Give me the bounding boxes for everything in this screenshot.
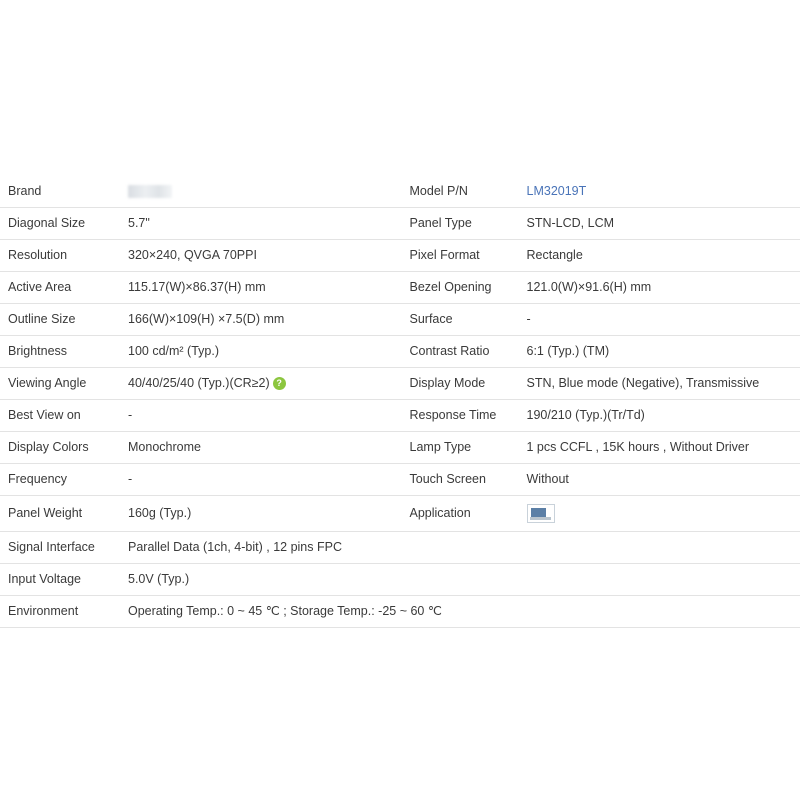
row-value-2: 1 pcs CCFL , 15K hours , Without Driver: [526, 440, 750, 454]
row-label: Active Area: [8, 280, 72, 294]
row-label-2: Application: [409, 506, 471, 520]
row-label-2: Surface: [409, 312, 453, 326]
row-label: Panel Weight: [8, 506, 83, 520]
row-label: Display Colors: [8, 440, 89, 454]
row-value: -: [128, 472, 133, 486]
row-value: Monochrome: [128, 440, 201, 454]
spec-table-body: [0, 176, 800, 628]
row-label: Environment: [8, 604, 79, 618]
row-value: 100 cd/m² (Typ.): [128, 344, 219, 358]
help-icon[interactable]: ?: [273, 377, 286, 390]
row-label: Resolution: [8, 248, 68, 262]
row-value-2: [519, 496, 800, 532]
table-row: [0, 564, 800, 596]
row-value: 115.17(W)×86.37(H) mm: [128, 280, 266, 294]
row-label-2: Bezel Opening: [409, 280, 492, 294]
row-value: [120, 176, 402, 208]
row-value-2: [519, 176, 800, 208]
table-row: [0, 336, 800, 368]
row-label-2: Touch Screen: [409, 472, 486, 486]
row-label-2: Lamp Type: [409, 440, 472, 454]
table-row: [0, 304, 800, 336]
row-value-2: 6:1 (Typ.) (TM): [526, 344, 610, 358]
row-label: Outline Size: [8, 312, 76, 326]
row-label-2: Pixel Format: [409, 248, 480, 262]
row-label: Brand: [8, 184, 42, 198]
row-value-2: STN, Blue mode (Negative), Transmissive: [526, 376, 760, 390]
row-value-2: 190/210 (Typ.)(Tr/Td): [526, 408, 645, 422]
row-value-2: -: [526, 312, 531, 326]
application-thumbnail-icon[interactable]: [527, 504, 555, 523]
row-label-2: Model P/N: [409, 184, 468, 198]
row-value-wide: 5.0V (Typ.): [128, 572, 190, 586]
row-value: 5.7": [128, 216, 150, 230]
row-label: Viewing Angle: [8, 376, 87, 390]
row-value: 160g (Typ.): [128, 506, 192, 520]
table-row: [0, 400, 800, 432]
row-label-2: Panel Type: [409, 216, 472, 230]
spec-table-container: [0, 176, 800, 628]
row-label: Diagonal Size: [8, 216, 86, 230]
row-value-2: Without: [526, 472, 569, 486]
specification-table: [0, 176, 800, 628]
row-label: Signal Interface: [8, 540, 95, 554]
table-row: [0, 176, 800, 208]
row-label-2: Contrast Ratio: [409, 344, 490, 358]
table-row: [0, 496, 800, 532]
row-value-2: 121.0(W)×91.6(H) mm: [526, 280, 652, 294]
table-row: [0, 240, 800, 272]
row-value: 320×240, QVGA 70PPI: [128, 248, 257, 262]
row-value-2: Rectangle: [526, 248, 583, 262]
table-row: [0, 432, 800, 464]
row-label-2: Display Mode: [409, 376, 486, 390]
row-value-2: STN-LCD, LCM: [526, 216, 615, 230]
row-label: Frequency: [8, 472, 68, 486]
row-label: Brightness: [8, 344, 68, 358]
table-row: [0, 532, 800, 564]
table-row: [0, 272, 800, 304]
table-row: [0, 596, 800, 628]
table-row: [0, 464, 800, 496]
row-value-wide: Parallel Data (1ch, 4-bit) , 12 pins FPC: [128, 540, 342, 554]
row-value: -: [128, 408, 133, 422]
row-value: 166(W)×109(H) ×7.5(D) mm: [128, 312, 285, 326]
table-row: [0, 208, 800, 240]
table-row: [0, 368, 800, 400]
model-pn-link[interactable]: LM32019T: [526, 184, 587, 198]
row-value: [120, 368, 402, 400]
brand-logo-redacted: [128, 185, 172, 198]
row-value-wide: Operating Temp.: 0 ~ 45 ℃ ; Storage Temp.: -25 ~ 60 ℃: [128, 604, 442, 618]
viewing-angle-text: 40/40/25/40 (Typ.)(CR≥2): [128, 376, 270, 390]
row-label-2: Response Time: [409, 408, 497, 422]
row-label: Best View on: [8, 408, 81, 422]
row-label: Input Voltage: [8, 572, 81, 586]
